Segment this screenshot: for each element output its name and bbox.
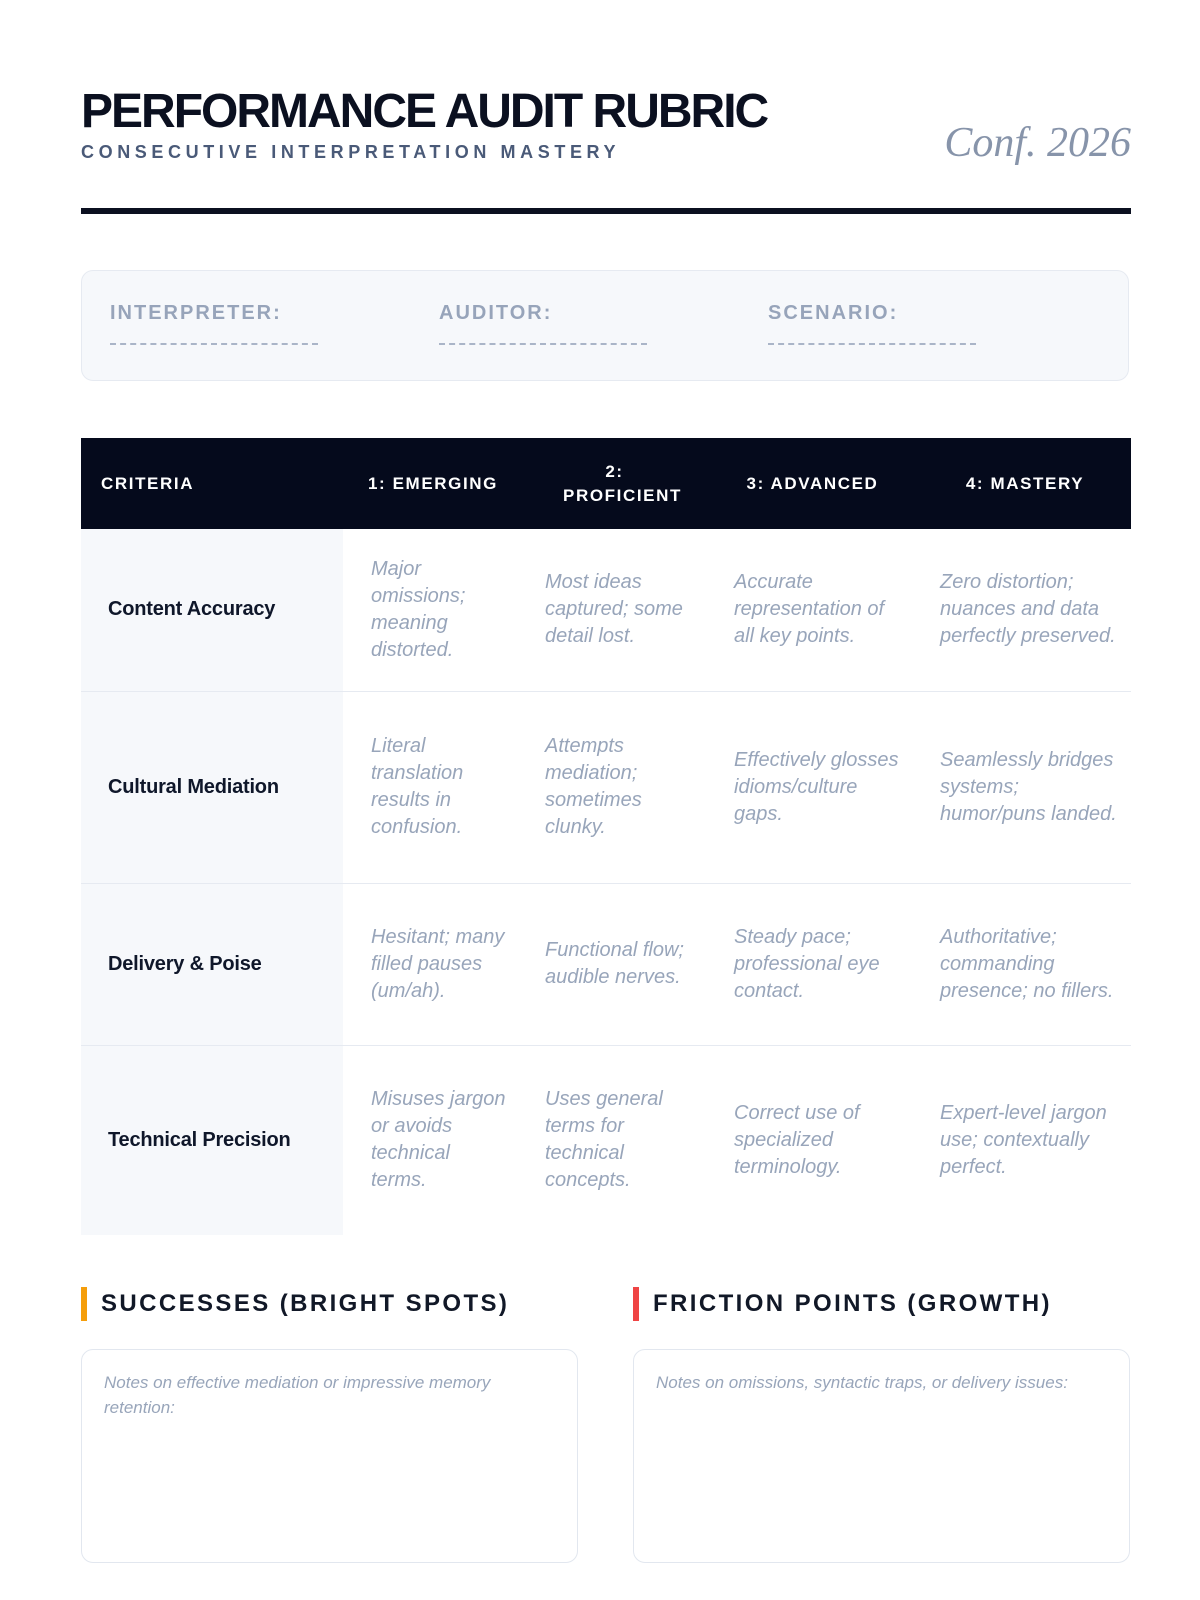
auditor-field[interactable] [439, 301, 659, 345]
table-row [81, 529, 1131, 691]
friction-heading [633, 1287, 1052, 1321]
page-title: PERFORMANCE AUDIT RUBRIC [81, 85, 768, 138]
auditor-blank-line[interactable] [439, 343, 647, 345]
level-advanced-cell: Steady pace; professional eye contact. [706, 883, 919, 1045]
column-header-advanced: 3: ADVANCED [706, 438, 919, 529]
successes-accent-bar [81, 1287, 87, 1321]
level-advanced-cell: Accurate representation of all key points. [706, 529, 919, 691]
level-emerging-cell: Hesitant; many filled pauses (um/ah). [343, 883, 523, 1045]
successes-heading [81, 1287, 509, 1321]
criterion-cell: Content Accuracy [81, 529, 343, 691]
criterion-cell: Delivery & Poise [81, 883, 343, 1045]
criterion-cell: Cultural Mediation [81, 691, 343, 883]
interpreter-label: INTERPRETER: [110, 302, 282, 324]
scenario-field[interactable] [768, 301, 988, 345]
table-row [81, 691, 1131, 883]
auditor-label: AUDITOR: [439, 302, 553, 324]
scenario-blank-line[interactable] [768, 343, 976, 345]
friction-notes-area[interactable] [633, 1349, 1130, 1563]
level-mastery-cell: Zero distortion; nuances and data perfectly preserved. [919, 529, 1131, 691]
column-header-mastery: 4: MASTERY [919, 438, 1131, 529]
friction-hint: Notes on omissions, syntactic traps, or delivery issues: [656, 1373, 1068, 1392]
level-proficient-cell: Uses general terms for technical concepts. [545, 1088, 663, 1192]
page-header [81, 84, 1131, 164]
interpreter-blank-line[interactable] [110, 343, 318, 345]
level-proficient-cell: Functional flow; audible nerves. [523, 883, 706, 1045]
page-subtitle: CONSECUTIVE INTERPRETATION MASTERY [81, 142, 621, 162]
level-mastery-cell: Seamlessly bridges systems; humor/puns landed. [919, 691, 1131, 883]
successes-notes-area[interactable] [81, 1349, 578, 1563]
criterion-cell: Technical Precision [81, 1045, 343, 1235]
friction-title: FRICTION POINTS (GROWTH) [653, 1290, 1052, 1317]
audit-info-box [81, 270, 1129, 381]
level-advanced-cell: Correct use of specialized terminology. [734, 1101, 860, 1178]
column-header-proficient: 2: PROFICIENT [523, 438, 706, 529]
table-header-row [81, 438, 1131, 529]
interpreter-field[interactable] [110, 301, 330, 345]
level-proficient-cell: Attempts mediation; sometimes clunky. [523, 691, 706, 883]
header-divider [81, 208, 1131, 214]
level-proficient-cell: Most ideas captured; some detail lost. [523, 529, 706, 691]
successes-hint: Notes on effective mediation or impressive memory retention: [104, 1373, 491, 1417]
table-row [81, 883, 1131, 1045]
level-emerging-cell: Misuses jargon or avoids technical terms. [371, 1088, 506, 1192]
level-mastery-cell: Expert-level jargon use; contextually perfect. [940, 1101, 1107, 1178]
level-emerging-cell: Literal translation results in confusion. [343, 691, 523, 883]
scenario-label: SCENARIO: [768, 302, 899, 324]
level-emerging-cell: Major omissions; meaning distorted. [343, 529, 523, 691]
level-advanced-cell: Effectively glosses idioms/culture gaps. [706, 691, 919, 883]
column-header-emerging: 1: EMERGING [343, 438, 523, 529]
successes-title: SUCCESSES (BRIGHT SPOTS) [101, 1290, 510, 1317]
column-header-criteria: CRITERIA [81, 438, 343, 529]
rubric-table [81, 438, 1131, 1235]
level-mastery-cell: Authoritative; commanding presence; no fillers. [919, 883, 1131, 1045]
table-row [81, 1045, 1131, 1235]
conference-tag: Conf. 2026 [944, 120, 1131, 166]
friction-accent-bar [633, 1287, 639, 1321]
